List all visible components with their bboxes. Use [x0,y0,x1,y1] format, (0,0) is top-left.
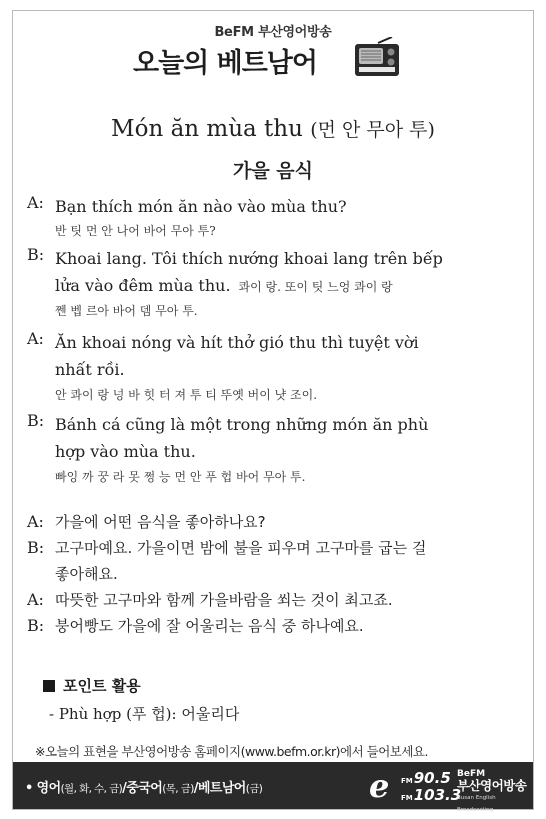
point-body: - Phù hợp (푸 헙): 어울리다 [49,705,240,723]
dialog-line-3 [27,329,531,407]
korean-sentence: 좋아해요. [55,565,118,583]
korean-reading: 빠잉 까 꿍 라 못 쩡 능 먼 안 푸 헙 바어 무아 투. [55,470,306,484]
korean-sentence: 가을에 어떤 음식을 좋아하나요? [55,513,266,531]
vietnamese-sentence: lửa vào đêm mùa thu. [55,276,231,295]
footer-bar [13,762,533,813]
logo-e-mark: e [369,767,390,805]
vietnamese-sentence: Bánh cá cũng là một trong những món ăn phù [55,415,429,434]
speaker-label: A: [27,193,44,212]
lang-english: 영어 [36,781,61,796]
language-schedule [25,777,262,796]
article-card [12,10,534,813]
brand-name: BeFM 부산영어방송 [214,25,332,40]
lang-vietnamese: /베트남어 [193,781,246,796]
korean-sentence: 고구마예요. 가을이면 밤에 불을 피우며 고구마를 굽는 걸 [55,539,427,557]
speaker-label: A: [27,590,44,609]
korean-reading: 반 팃 먼 안 나어 바어 무아 투? [55,224,216,238]
dialog-line-2 [27,245,531,323]
logo-frequencies: FM90.5 FM103.3 [401,769,462,804]
speaker-label: B: [27,245,45,264]
point-heading [43,675,141,696]
korean-reading: 안 콰이 랑 넝 바 힛 터 져 투 티 뚜옛 버이 냣 조이. [55,388,318,402]
vietnamese-sentence: Ăn khoai nóng và hít thở gió thu thì tuyệt vời [55,333,419,352]
program-title: 오늘의 베트남어 [133,48,317,79]
speaker-label: B: [27,616,45,635]
speaker-label: B: [27,411,45,430]
vietnamese-sentence: Khoai lang. Tôi thích nướng khoai lang trên bếp [55,249,443,268]
korean-reading: 쩬 벱 르아 바어 뎀 무아 투. [55,304,198,318]
homepage-note: ※오늘의 표현을 부산영어방송 홈페이지(www.befm.or.kr)에서 들어보세요. [35,744,428,759]
lesson-title-reading: (먼 안 무아 투) [310,119,435,141]
lesson-title-vietnamese [13,115,533,142]
point-heading-text: 포인트 활용 [63,677,141,695]
korean-reading: 콰이 랑. 또이 팃 느엉 콰이 랑 [238,280,393,294]
lang-chinese-days: (목, 금) [162,783,194,795]
speaker-label: A: [27,512,44,531]
dialog-line-1 [27,193,531,242]
lang-vietnamese-days: (금) [245,783,263,795]
lang-chinese: /중국어 [122,781,163,796]
vietnamese-sentence: nhất rồi. [55,360,125,379]
lang-english-days: (월, 화, 수, 금) [60,783,123,795]
frequency-1: 90.5 [413,769,451,787]
vietnamese-sentence: Bạn thích món ăn nào vào mùa thu? [55,197,347,216]
bullet: • [25,781,37,796]
dialog-line-4 [27,411,531,489]
frequency-2: 103.3 [413,786,462,804]
speaker-label: A: [27,329,44,348]
speaker-label: B: [27,538,45,557]
lesson-title-vi-text: Món ăn mùa thu [111,116,303,142]
radio-icon [354,37,400,77]
square-bullet-icon [43,680,55,692]
vietnamese-sentence: hợp vào mùa thu. [55,442,196,461]
logo-station-name: BeFM 부산영어방송 Busan English Broadcasting [457,769,527,813]
korean-dialog [27,509,531,639]
korean-sentence: 붕어빵도 가을에 잘 어울리는 음식 중 하나예요. [55,617,364,635]
lesson-title-korean: 가을 음식 [232,160,314,182]
befm-logo [365,767,531,813]
korean-sentence: 따뜻한 고구마와 함께 가을바람을 쐬는 것이 최고죠. [55,591,393,609]
